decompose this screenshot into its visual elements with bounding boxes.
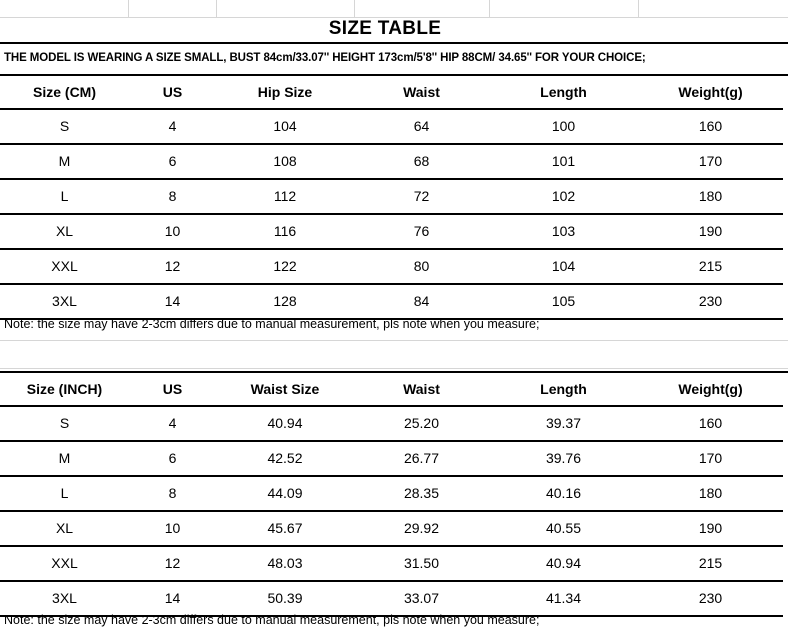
cell-weight: 215 bbox=[698, 555, 723, 571]
header-weight: Weight(g) bbox=[678, 84, 743, 100]
cell-waist: 26.77 bbox=[403, 450, 440, 466]
cell-size: M bbox=[58, 153, 71, 169]
cell-weight: 230 bbox=[698, 293, 723, 309]
cell-length: 103 bbox=[551, 223, 576, 239]
table-row bbox=[0, 249, 783, 284]
cell-waist: 72 bbox=[413, 188, 430, 204]
table-row bbox=[0, 284, 783, 319]
cell-hip-size: 122 bbox=[273, 258, 297, 274]
cell-us: 8 bbox=[168, 485, 177, 501]
header-weight: Weight(g) bbox=[678, 381, 743, 397]
cell-hip-size: 116 bbox=[273, 223, 297, 239]
header-hip-size: Hip Size bbox=[257, 84, 313, 100]
cell-waist-size: 45.67 bbox=[267, 520, 303, 536]
cell-size: XXL bbox=[51, 258, 78, 274]
cell-weight: 180 bbox=[698, 188, 723, 204]
model-measurements-note: THE MODEL IS WEARING A SIZE SMALL, BUST 84cm/33.07'' HEIGHT 173cm/5'8'' HIP 88CM/ 34.65'' FOR YOUR CHOICE; bbox=[4, 52, 646, 64]
cell-weight: 170 bbox=[698, 153, 723, 169]
cell-waist: 31.50 bbox=[403, 555, 440, 571]
cell-waist: 29.92 bbox=[403, 520, 440, 536]
cell-waist: 68 bbox=[413, 153, 430, 169]
table-header-row bbox=[0, 76, 783, 109]
table-row bbox=[0, 406, 783, 441]
table-row bbox=[0, 476, 783, 511]
cell-us: 4 bbox=[168, 118, 177, 134]
table-row bbox=[0, 144, 783, 179]
measurement-note-inch: Note: the size may have 2-3cm differs due to manual measurement, pls note when you measure; bbox=[4, 613, 540, 627]
grid-line bbox=[128, 0, 129, 17]
header-us: US bbox=[162, 381, 183, 397]
cell-weight: 190 bbox=[698, 520, 723, 536]
cell-size: M bbox=[58, 450, 71, 466]
cell-waist: 33.07 bbox=[403, 590, 440, 606]
cell-us: 8 bbox=[168, 188, 177, 204]
cell-length: 40.16 bbox=[545, 485, 582, 501]
table-row bbox=[0, 441, 783, 476]
grid-line bbox=[216, 0, 217, 17]
cell-us: 14 bbox=[164, 590, 181, 606]
cell-length: 100 bbox=[551, 118, 576, 134]
header-waist: Waist bbox=[403, 381, 440, 397]
cell-waist: 84 bbox=[413, 293, 430, 309]
table-row bbox=[0, 546, 783, 581]
cell-weight: 160 bbox=[698, 415, 723, 431]
cell-length: 39.76 bbox=[545, 450, 582, 466]
cell-waist: 25.20 bbox=[403, 415, 440, 431]
cell-us: 6 bbox=[168, 153, 177, 169]
header-us: US bbox=[162, 84, 183, 100]
cell-hip-size: 108 bbox=[273, 153, 297, 169]
grid-line bbox=[0, 368, 788, 369]
cell-us: 6 bbox=[168, 450, 177, 466]
cell-waist-size: 50.39 bbox=[267, 590, 303, 606]
cell-size: XL bbox=[55, 223, 74, 239]
cell-waist: 76 bbox=[413, 223, 430, 239]
cell-waist-size: 40.94 bbox=[267, 415, 303, 431]
cell-waist-size: 48.03 bbox=[267, 555, 303, 571]
cell-size: L bbox=[60, 485, 69, 501]
cell-waist: 64 bbox=[413, 118, 430, 134]
cell-weight: 160 bbox=[698, 118, 723, 134]
cell-weight: 215 bbox=[698, 258, 723, 274]
cell-size: 3XL bbox=[52, 590, 77, 606]
table-row bbox=[0, 511, 783, 546]
cell-weight: 190 bbox=[698, 223, 723, 239]
header-size-inch: Size (INCH) bbox=[26, 381, 103, 397]
table-row bbox=[0, 109, 783, 144]
cell-hip-size: 112 bbox=[273, 188, 297, 204]
cell-waist-size: 42.52 bbox=[267, 450, 303, 466]
cell-size: S bbox=[59, 415, 70, 431]
cell-weight: 170 bbox=[698, 450, 723, 466]
grid-line bbox=[638, 0, 639, 17]
cell-length: 41.34 bbox=[545, 590, 582, 606]
grid-line bbox=[354, 0, 355, 17]
table-header-row bbox=[0, 373, 783, 406]
cell-length: 104 bbox=[551, 258, 576, 274]
cell-size: 3XL bbox=[52, 293, 77, 309]
grid-line bbox=[0, 340, 788, 341]
cell-hip-size: 104 bbox=[273, 118, 297, 134]
cell-size: L bbox=[60, 188, 69, 204]
divider bbox=[0, 42, 788, 44]
cell-length: 40.94 bbox=[545, 555, 582, 571]
header-length: Length bbox=[540, 84, 587, 100]
cell-waist: 80 bbox=[413, 258, 430, 274]
page-title: SIZE TABLE bbox=[328, 18, 442, 39]
cell-size: S bbox=[59, 118, 70, 134]
cell-us: 12 bbox=[164, 555, 181, 571]
grid-line bbox=[489, 0, 490, 17]
cell-length: 102 bbox=[551, 188, 576, 204]
cell-length: 40.55 bbox=[545, 520, 582, 536]
size-table-inch bbox=[0, 373, 783, 617]
header-size-cm: Size (CM) bbox=[33, 84, 96, 100]
cell-size: XL bbox=[55, 520, 74, 536]
table-row bbox=[0, 214, 783, 249]
cell-size: XXL bbox=[51, 555, 78, 571]
cell-length: 101 bbox=[551, 153, 576, 169]
cell-weight: 230 bbox=[698, 590, 723, 606]
cell-us: 10 bbox=[164, 520, 181, 536]
cell-us: 10 bbox=[164, 223, 181, 239]
cell-length: 39.37 bbox=[545, 415, 582, 431]
measurement-note-cm: Note: the size may have 2-3cm differs due to manual measurement, pls note when you measure; bbox=[4, 317, 540, 331]
cell-hip-size: 128 bbox=[273, 293, 297, 309]
cell-waist-size: 44.09 bbox=[267, 485, 303, 501]
header-waist: Waist bbox=[403, 84, 440, 100]
size-table-cm bbox=[0, 76, 783, 320]
table-row bbox=[0, 581, 783, 616]
cell-weight: 180 bbox=[698, 485, 723, 501]
cell-us: 14 bbox=[164, 293, 181, 309]
header-waist-size: Waist Size bbox=[250, 381, 320, 397]
header-length: Length bbox=[540, 381, 587, 397]
cell-us: 12 bbox=[164, 258, 181, 274]
cell-waist: 28.35 bbox=[403, 485, 440, 501]
cell-us: 4 bbox=[168, 415, 177, 431]
table-row bbox=[0, 179, 783, 214]
cell-length: 105 bbox=[551, 293, 576, 309]
